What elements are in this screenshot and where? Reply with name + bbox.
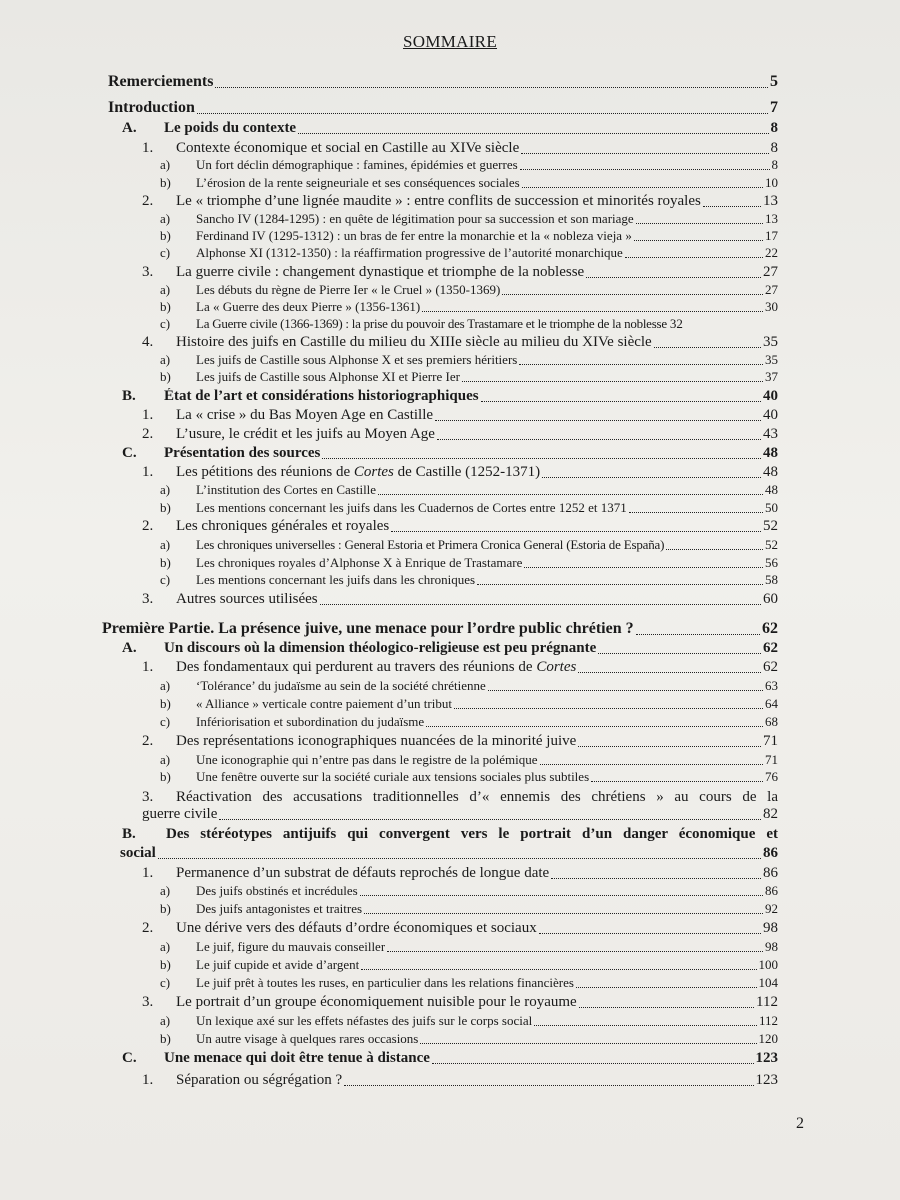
toc-page-number: 82 (763, 806, 778, 822)
toc-entry (160, 679, 778, 693)
toc-entry-multiline (120, 826, 778, 843)
toc-entry-text: Le juif prêt à toutes les ruses, en particulier dans les relations financières (196, 976, 574, 990)
leader-dots (378, 483, 763, 495)
toc-page-number: 7 (770, 99, 778, 116)
toc-entry-label: b) (160, 901, 171, 916)
toc-page-number: 35 (765, 352, 778, 367)
toc-page-number: 98 (765, 939, 778, 954)
toc-entry-text: Les chroniques universelles : General Estoria et Primera Cronica General (Estoria de España) (196, 538, 665, 552)
toc-entry-text: Les mentions concernant les juifs dans les Cuadernos de Cortes entre 1252 et 1371 (196, 501, 627, 515)
toc-entry (142, 334, 778, 351)
toc-entry-text: Remerciements (108, 73, 214, 90)
leader-dots (477, 573, 763, 585)
toc-entry-text: Séparation ou ségrégation ? (176, 1072, 343, 1088)
toc-page-number: 71 (763, 733, 778, 749)
toc-entry-label: A. (122, 120, 137, 136)
toc-page-number: 56 (765, 555, 778, 570)
leader-dots (636, 620, 760, 635)
toc-page-number: 58 (765, 572, 778, 587)
leader-dots (578, 659, 761, 673)
toc-entry-text: L’érosion de la rente seigneuriale et ses conséquences sociales (196, 176, 520, 190)
toc-entry-label: c) (160, 975, 171, 990)
toc-entry-label: b) (160, 769, 171, 784)
toc-entry (160, 770, 778, 784)
toc-entry-text: La « crise » du Bas Moyen Age en Castille (176, 407, 434, 423)
toc-entry-label: 1. (142, 407, 154, 423)
toc-page-number: 37 (765, 369, 778, 384)
toc-entry (142, 994, 778, 1011)
leader-dots (534, 1014, 757, 1026)
toc-page-number: 62 (763, 659, 778, 675)
toc-entry-label: c) (160, 714, 171, 729)
toc-entry (160, 1032, 778, 1046)
toc-entry-text: Un lexique axé sur les effets néfastes des juifs sur le corps social (196, 1014, 533, 1028)
toc-page-number: 13 (763, 193, 778, 209)
toc-entry-label: a) (160, 939, 171, 954)
toc-entry-text-line2: social (120, 845, 156, 861)
leader-dots (391, 518, 761, 532)
toc-entry (142, 426, 778, 443)
toc-entry-label: a) (160, 883, 171, 898)
toc-page-number: 48 (763, 445, 778, 461)
toc-page-number: 13 (765, 211, 778, 226)
leader-dots (422, 300, 763, 312)
toc-page-number: 123 (755, 1072, 778, 1088)
toc-entry (142, 193, 778, 210)
toc-entry (160, 715, 778, 729)
toc-page-number: 62 (763, 640, 778, 656)
toc-entry-text: La guerre civile : changement dynastique et triomphe de la noblesse (176, 264, 585, 280)
toc-page-number: 112 (758, 1013, 778, 1028)
leader-dots (426, 715, 763, 727)
leader-dots (454, 697, 763, 709)
toc-page-number: 8 (770, 120, 778, 136)
toc-entry-text: Alphonse XI (1312-1350) : la réaffirmation progressive de l’autorité monarchique (196, 246, 623, 260)
toc-entry-label: B. (122, 388, 136, 404)
leader-dots (666, 538, 763, 550)
toc-entry (160, 940, 778, 954)
toc-page-number: 48 (763, 464, 778, 480)
toc-entry (160, 300, 778, 314)
toc-entry (120, 120, 778, 137)
leader-dots (522, 176, 763, 188)
toc-entry-label: b) (160, 1031, 171, 1046)
toc-page-number: 43 (763, 426, 778, 442)
toc-entry (160, 902, 778, 916)
toc-page-number: 100 (758, 957, 778, 972)
toc-entry-text: Histoire des juifs en Castille du milieu du XIIIe siècle au milieu du XIVe siècle (176, 334, 652, 350)
toc-entry-text: Le poids du contexte (164, 120, 297, 136)
page-title: SOMMAIRE (402, 32, 498, 51)
toc-page-number: 112 (756, 994, 778, 1010)
toc-entry-text: Les pétitions des réunions de Cortes de Castille (1252-1371) (176, 464, 541, 480)
toc-page-number: 8 (771, 157, 778, 172)
toc-entry (160, 317, 796, 331)
toc-entry (160, 753, 778, 767)
toc-page-number: 60 (763, 591, 778, 607)
toc-entry-label: 2. (142, 518, 154, 534)
toc-entry-text: Ferdinand IV (1295-1312) : un bras de fer entre la monarchie et la « nobleza vieja » (196, 229, 632, 243)
toc-entry-label: b) (160, 500, 171, 515)
toc-entry-label: b) (160, 696, 171, 711)
toc-entry-label: 3. (142, 789, 154, 805)
toc-entry-label: 1. (142, 659, 154, 675)
toc-entry (160, 538, 778, 552)
toc-entry-label: c) (160, 316, 171, 331)
toc-entry-text: Les débuts du règne de Pierre Ier « le Cruel » (1350-1369) (196, 283, 501, 297)
toc-entry (142, 264, 778, 281)
toc-entry-label: a) (160, 752, 171, 767)
toc-entry-text: Première Partie. La présence juive, une menace pour l’ordre public chrétien ? (102, 620, 634, 637)
leader-dots (586, 264, 761, 278)
leader-dots (519, 353, 763, 365)
leader-dots (481, 388, 761, 402)
leader-dots (158, 845, 761, 859)
toc-entry (142, 407, 778, 424)
toc-page-number: 52 (765, 537, 778, 552)
leader-dots (437, 426, 761, 440)
toc-entry-text-line1: Réactivation des accusations traditionnelles d’« ennemis des chrétiens » au cours de la (176, 789, 778, 805)
toc-entry (108, 99, 778, 117)
page-number: 2 (796, 1115, 804, 1132)
toc-entry-label: c) (160, 572, 171, 587)
toc-entry-text: Un fort déclin démographique : famines, épidémies et guerres (196, 158, 518, 172)
leader-dots (540, 753, 764, 765)
toc-entry-text: Les mentions concernant les juifs dans les chroniques (196, 573, 476, 587)
leader-dots (542, 464, 761, 478)
leader-dots (579, 994, 754, 1008)
toc-entry (142, 140, 778, 157)
toc-page-number: 76 (765, 769, 778, 784)
toc-entry (160, 283, 778, 297)
toc-entry-text: Des juifs antagonistes et traitres (196, 902, 363, 916)
toc-page-number: 48 (765, 482, 778, 497)
toc-entry-text: L’usure, le crédit et les juifs au Moyen Age (176, 426, 435, 442)
toc-entry-text: Les juifs de Castille sous Alphonse X et ses premiers héritiers (196, 353, 518, 367)
toc-entry-label: 4. (142, 334, 154, 350)
leader-dots (636, 212, 763, 224)
toc-page-number: 123 (755, 1050, 778, 1066)
toc-entry (102, 620, 778, 638)
toc-entry (120, 388, 778, 405)
toc-entry-text: La « Guerre des deux Pierre » (1356-1361) (196, 300, 421, 314)
toc-entry-label: c) (160, 245, 171, 260)
toc-entry-label: a) (160, 352, 171, 367)
toc-page-number: 92 (765, 901, 778, 916)
toc-entry (160, 176, 778, 190)
toc-entry-continuation (142, 806, 778, 823)
toc-entry-label: 1. (142, 865, 154, 881)
toc-entry-label: b) (160, 957, 171, 972)
toc-page-number: 68 (765, 714, 778, 729)
toc-entry-text-line2: guerre civile (142, 806, 218, 822)
leader-dots (462, 370, 763, 382)
toc-entry (160, 556, 778, 570)
toc-entry-text: Une iconographie qui n’entre pas dans le registre de la polémique (196, 753, 538, 767)
toc-entry-label: a) (160, 678, 171, 693)
leader-dots (197, 99, 768, 114)
toc-page-number: 71 (765, 752, 778, 767)
leader-dots (634, 229, 763, 241)
toc-entry (142, 591, 778, 608)
toc-entry-text: Le portrait d’un groupe économiquement nuisible pour le royaume (176, 994, 577, 1010)
leader-dots (625, 246, 763, 258)
toc-entry (160, 353, 778, 367)
toc-entry-text: État de l’art et considérations historiographiques (164, 388, 479, 404)
leader-dots (361, 958, 756, 970)
toc-entry-text: Une fenêtre ouverte sur la société curiale aux tensions sociales plus subtiles (196, 770, 590, 784)
toc-entry-label: 1. (142, 140, 154, 156)
toc-entry-text: Autres sources utilisées (176, 591, 318, 607)
toc-entry (142, 865, 778, 882)
leader-dots (322, 445, 761, 459)
toc-entry-label: C. (122, 445, 137, 461)
toc-page-number: 32 (669, 316, 683, 331)
toc-entry-label: 2. (142, 426, 154, 442)
toc-entry-label: a) (160, 282, 171, 297)
toc-page-number: 120 (758, 1031, 778, 1046)
toc-page-number: 27 (765, 282, 778, 297)
toc-entry (160, 1014, 778, 1028)
toc-entry-multiline (142, 789, 778, 806)
toc-page-number: 40 (763, 407, 778, 423)
leader-dots (215, 73, 768, 88)
toc-entry (120, 445, 778, 462)
toc-entry-text: Présentation des sources (164, 445, 321, 461)
leader-dots (502, 283, 763, 295)
toc-entry-text: Des fondamentaux qui perdurent au travers des réunions de Cortes (176, 659, 577, 675)
toc-entry-label: 2. (142, 193, 154, 209)
toc-entry (160, 958, 778, 972)
toc-entry-label: 3. (142, 591, 154, 607)
leader-dots (521, 140, 768, 154)
toc-entry-text: Permanence d’un substrat de défauts reprochés de longue date (176, 865, 550, 881)
toc-entry-label: b) (160, 369, 171, 384)
toc-entry (160, 697, 778, 711)
toc-entry-label: 1. (142, 464, 154, 480)
leader-dots (591, 770, 763, 782)
toc-page-number: 62 (762, 620, 778, 637)
leader-dots (420, 1032, 756, 1044)
toc-page-number: 104 (758, 975, 778, 990)
toc-page-number: 5 (770, 73, 778, 90)
toc-entry-label: b) (160, 299, 171, 314)
leader-dots (344, 1072, 753, 1086)
toc-entry (142, 659, 778, 676)
toc-entry-text: ‘Tolérance’ du judaïsme au sein de la société chrétienne (196, 679, 486, 693)
toc-page-number: 86 (765, 883, 778, 898)
toc-page-number: 64 (765, 696, 778, 711)
toc-page-number: 17 (765, 228, 778, 243)
toc-entry-text: Des juifs obstinés et incrédules (196, 884, 358, 898)
toc-entry (160, 158, 778, 172)
toc-page-number: 35 (763, 334, 778, 350)
toc-entry-label: 2. (142, 920, 154, 936)
toc-page-number: 27 (763, 264, 778, 280)
toc-entry (160, 246, 778, 260)
toc-entry-text-line1: Des stéréotypes antijuifs qui convergent vers le portrait d’un danger économique et (166, 826, 778, 842)
toc-entry (160, 976, 778, 990)
toc-entry-text: Les juifs de Castille sous Alphonse XI et Pierre Ier (196, 370, 460, 384)
toc-entry (142, 518, 778, 535)
leader-dots (520, 158, 770, 170)
leader-dots (539, 920, 761, 934)
toc-entry-text: Le juif, figure du mauvais conseiller (196, 940, 386, 954)
toc-entry (160, 884, 778, 898)
leader-dots (629, 501, 763, 513)
leader-dots (360, 884, 763, 896)
leader-dots (578, 733, 761, 747)
toc-page-number: 86 (763, 845, 778, 861)
leader-dots (364, 902, 763, 914)
toc-entry-text: Sancho IV (1284-1295) : en quête de légitimation pour sa succession et son mariage (196, 212, 634, 226)
leader-dots (387, 940, 763, 952)
leader-dots (576, 976, 757, 988)
toc-page-number: 8 (770, 140, 778, 156)
toc-entry-label: a) (160, 1013, 171, 1028)
leader-dots (320, 591, 761, 605)
toc-entry-text: Une menace qui doit être tenue à distance (164, 1050, 430, 1066)
toc-entry-label: C. (122, 1050, 137, 1066)
toc-entry-text: Une dérive vers des défauts d’ordre économiques et sociaux (176, 920, 537, 936)
toc-entry (120, 640, 778, 657)
leader-dots (219, 806, 761, 820)
toc-page-number: 40 (763, 388, 778, 404)
toc-entry (142, 464, 778, 481)
toc-page-number: 10 (765, 175, 778, 190)
toc-entry-text: Contexte économique et social en Castille au XIVe siècle (176, 140, 520, 156)
leader-dots (432, 1050, 754, 1064)
toc-entry-text: Un autre visage à quelques rares occasions (196, 1032, 419, 1046)
toc-entry (160, 370, 778, 384)
toc-entry-text: Le « triomphe d’une lignée maudite » : entre conflits de succession et minorités royales (176, 193, 701, 209)
toc-entry (160, 483, 778, 497)
toc-page-number: 63 (765, 678, 778, 693)
toc-page-number: 22 (765, 245, 778, 260)
toc-entry-continuation (120, 845, 778, 862)
toc-entry-label: a) (160, 482, 171, 497)
toc-entry-label: 1. (142, 1072, 154, 1088)
toc-page-number: 86 (763, 865, 778, 881)
toc-entry-label: 2. (142, 733, 154, 749)
toc-entry-label: a) (160, 211, 171, 226)
toc-page-number: 50 (765, 500, 778, 515)
toc-page-number: 30 (765, 299, 778, 314)
leader-dots (435, 407, 761, 421)
toc-page-number: 52 (763, 518, 778, 534)
leader-dots (298, 120, 768, 134)
toc-entry-label: b) (160, 175, 171, 190)
toc-entry-label: 3. (142, 264, 154, 280)
toc-entry-text: « Alliance » verticale contre paiement d’un tribut (196, 697, 452, 711)
leader-dots (703, 193, 761, 207)
toc-entry-text: Un discours où la dimension théologico-religieuse est peu prégnante (164, 640, 597, 656)
toc-entry-text: Introduction (108, 99, 195, 116)
leader-dots (598, 640, 761, 654)
toc-entry-text: L’institution des Cortes en Castille (196, 483, 377, 497)
toc-entry-text: Des représentations iconographiques nuancées de la minorité juive (176, 733, 577, 749)
toc-entry (142, 1072, 778, 1089)
toc-entry-label: A. (122, 640, 137, 656)
toc-entry (160, 501, 778, 515)
toc-entry-label: 3. (142, 994, 154, 1010)
toc-entry-label: b) (160, 228, 171, 243)
toc-entry (160, 212, 778, 226)
toc-entry-text: Les chroniques royales d’Alphonse X à Enrique de Trastamare (196, 556, 523, 570)
toc-entry (142, 920, 778, 937)
leader-dots (654, 334, 761, 348)
toc-entry (160, 573, 778, 587)
toc-entry-text: Le juif cupide et avide d’argent (196, 958, 360, 972)
toc-entry (142, 733, 778, 750)
toc-entry-label: a) (160, 157, 171, 172)
leader-dots (488, 679, 763, 691)
toc-entry (108, 73, 778, 91)
toc-entry-label: b) (160, 555, 171, 570)
toc-page-number: 98 (763, 920, 778, 936)
leader-dots (551, 865, 761, 879)
leader-dots (524, 556, 763, 568)
toc-entry (120, 1050, 778, 1067)
toc-entry-text: La Guerre civile (1366-1369) : la prise du pouvoir des Trastamare et le triomphe de la noblesse (196, 317, 667, 331)
toc-entry-text: Infériorisation et subordination du judaïsme (196, 715, 425, 729)
toc-entry-label: a) (160, 537, 171, 552)
toc-entry (160, 229, 778, 243)
toc-entry-text: Les chroniques générales et royales (176, 518, 390, 534)
toc-entry-label: B. (122, 826, 136, 842)
